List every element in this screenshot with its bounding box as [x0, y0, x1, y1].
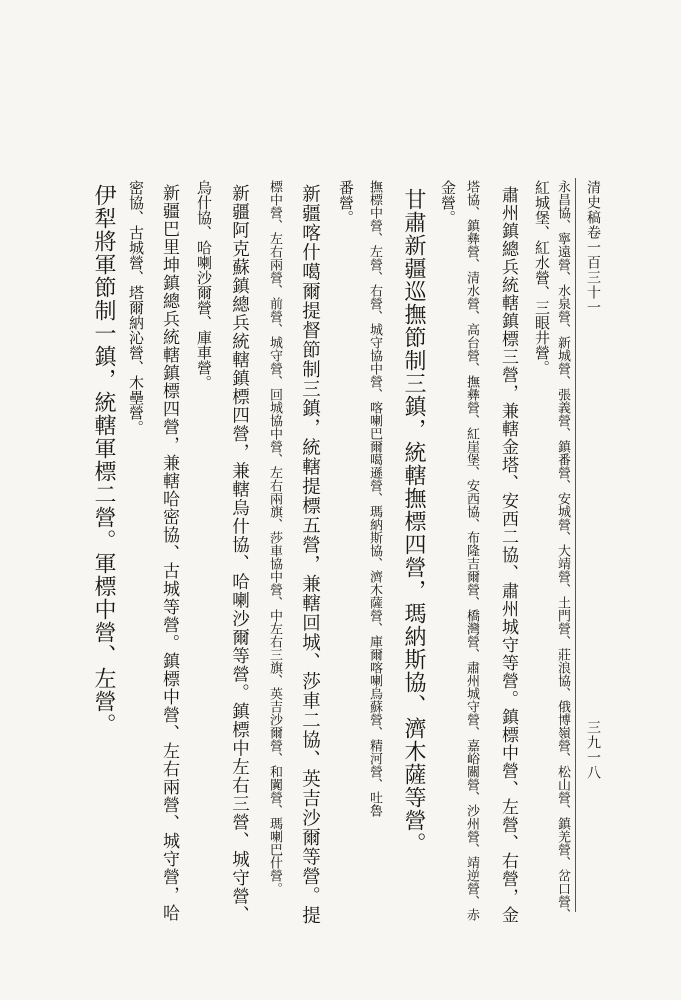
text-column-13: 新疆巴里坤鎮總兵統轄鎮標四營，兼轄哈密協、古城等營。鎮標中營、左右兩營、城守營，哈	[159, 184, 179, 922]
text-column-8: 番營。	[337, 180, 355, 225]
text-column-2: 紅城堡、紅水營、三眼井營。	[533, 180, 551, 375]
text-column-9: 新疆喀什噶爾提督節制三鎮，統轄提標五營，兼轄回城、莎車二協、英吉沙爾等營。提	[299, 184, 321, 925]
text-column-1: 永昌協、寧遠營、水泉營、新城營、張義營、鎮番營、安城營、大靖營、土門營、莊浪協、俄博嶺營、松山營、鎮羌營、岔口營、	[555, 180, 570, 921]
page-number: 三九一八	[585, 720, 601, 780]
text-column-15: 伊犁將軍節制一鎮，統轄軍標二營。軍標中營、左營。	[91, 184, 116, 736]
text-column-10: 標中營、左右兩營、前營、城守營、回城協中營、左右兩旗、莎車協中營、中左右三旗、英吉沙爾營、和闐營、瑪喇巴什營。	[267, 180, 282, 895]
running-header: 清史稿卷一百三十一	[585, 180, 601, 315]
text-column-6: 甘肅新疆巡撫節制三鎮，統轄撫標四營，瑪納斯協、濟木薩等營。	[401, 188, 426, 855]
text-column-4: 塔協、鎮彝營、清水營、高台營、撫彝營、紅崖堡、安西協、布隆吉爾營、橋灣營、肅州城守營、嘉峪關營、沙州營、靖逆營、赤	[464, 180, 479, 921]
text-column-5: 金營。	[439, 180, 457, 225]
text-column-3: 肅州鎮總兵統轄鎮標三營，兼轄金塔、安西二協、肅州城守等營。鎮標中營、左營、右營，金	[498, 186, 518, 924]
text-column-12: 烏什協、哈喇沙爾營、庫車營。	[195, 180, 213, 390]
text-column-7: 撫標中營、左營、右營、城守協中營、喀喇巴爾噶遜營、瑪納斯協、濟木薩營、庫爾喀喇烏蘇營、精河營、吐魯	[367, 180, 382, 817]
text-column-14: 密協、古城營、塔爾納沁營、木壘營。	[127, 180, 145, 435]
header-rule	[575, 178, 576, 912]
text-column-11: 新疆阿克蘇鎮總兵統轄鎮標四營，兼轄烏什協、哈喇沙爾等營。鎮標中左右三營、城守營、	[229, 184, 250, 924]
